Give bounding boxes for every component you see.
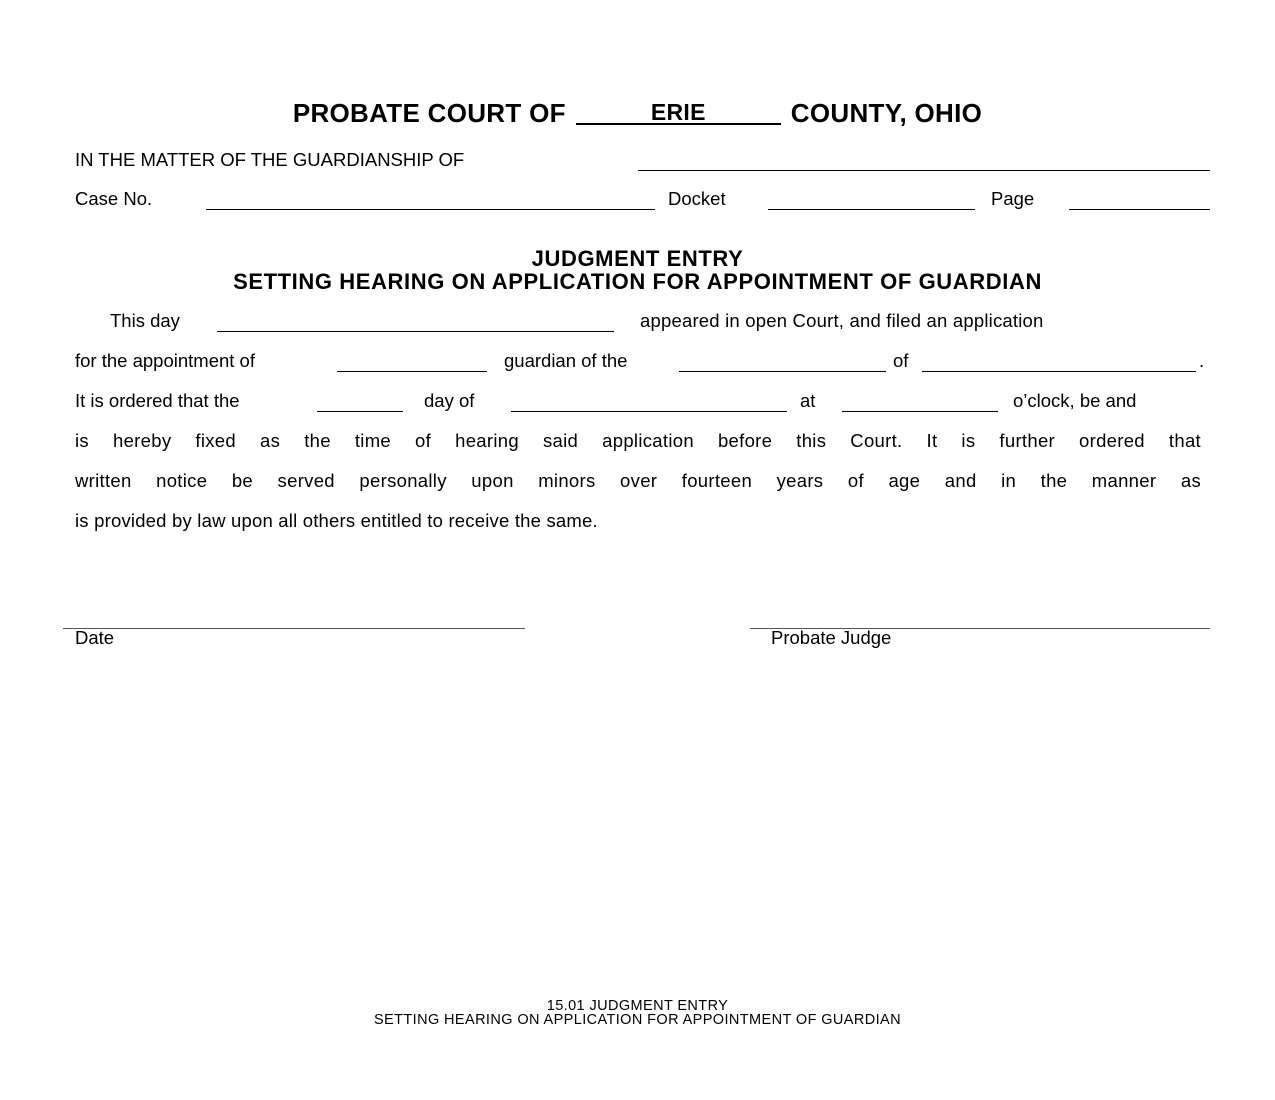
p2-of: of <box>893 350 909 371</box>
case-no-field[interactable] <box>206 209 655 210</box>
county-field[interactable]: ERIE <box>576 101 781 125</box>
guardian-type-field[interactable] <box>337 371 487 372</box>
p4-text: is hereby fixed as the time of hearing said application before this Court. It is further ordered that <box>75 430 1201 451</box>
case-no-label: Case No. <box>75 188 153 209</box>
p5-text: written notice be served personally upon minors over fourteen years of age and in the manner as <box>75 470 1201 491</box>
p3-at: at <box>800 390 816 411</box>
date-label: Date <box>75 627 115 648</box>
p3-day-of: day of <box>424 390 475 411</box>
title-suffix: COUNTY, OHIO <box>790 98 983 128</box>
p2-guardian-of: guardian of the <box>504 350 628 371</box>
page-label: Page <box>991 188 1035 209</box>
date-signature-line[interactable] <box>63 628 525 629</box>
hearing-month-field[interactable] <box>511 411 787 412</box>
p3-ordered: It is ordered that the <box>75 390 240 411</box>
guardianship-name-field[interactable] <box>638 170 1210 171</box>
p2-appointment: for the appointment of <box>75 350 255 371</box>
p1-appeared: appeared in open Court, and filed an application <box>640 310 1044 331</box>
guardianship-label: IN THE MATTER OF THE GUARDIANSHIP OF <box>75 149 465 170</box>
docket-field[interactable] <box>768 209 975 210</box>
hearing-day-field[interactable] <box>317 411 403 412</box>
page-field[interactable] <box>1069 209 1210 210</box>
probate-judge-label: Probate Judge <box>771 627 892 648</box>
footer-line-1: 15.01 JUDGMENT ENTRY <box>546 998 729 1014</box>
hearing-time-field[interactable] <box>842 411 998 412</box>
ward-relation-field[interactable] <box>679 371 886 372</box>
p2-period: . <box>1199 350 1205 371</box>
applicant-field[interactable] <box>217 331 614 332</box>
title-prefix: PROBATE COURT OF <box>292 98 566 128</box>
p6-text: is provided by law upon all others entitled to receive the same. <box>75 510 598 531</box>
p3-oclock: o’clock, be and <box>1013 390 1137 411</box>
ward-name-field[interactable] <box>922 371 1196 372</box>
p1-this-day: This day <box>110 310 180 331</box>
court-title <box>0 98 1275 129</box>
heading-line-1: JUDGMENT ENTRY <box>531 246 744 271</box>
footer-line-2: SETTING HEARING ON APPLICATION FOR APPOINTMENT OF GUARDIAN <box>373 1012 901 1028</box>
heading-line-2: SETTING HEARING ON APPLICATION FOR APPOINTMENT OF GUARDIAN <box>233 269 1042 294</box>
docket-label: Docket <box>668 188 726 209</box>
